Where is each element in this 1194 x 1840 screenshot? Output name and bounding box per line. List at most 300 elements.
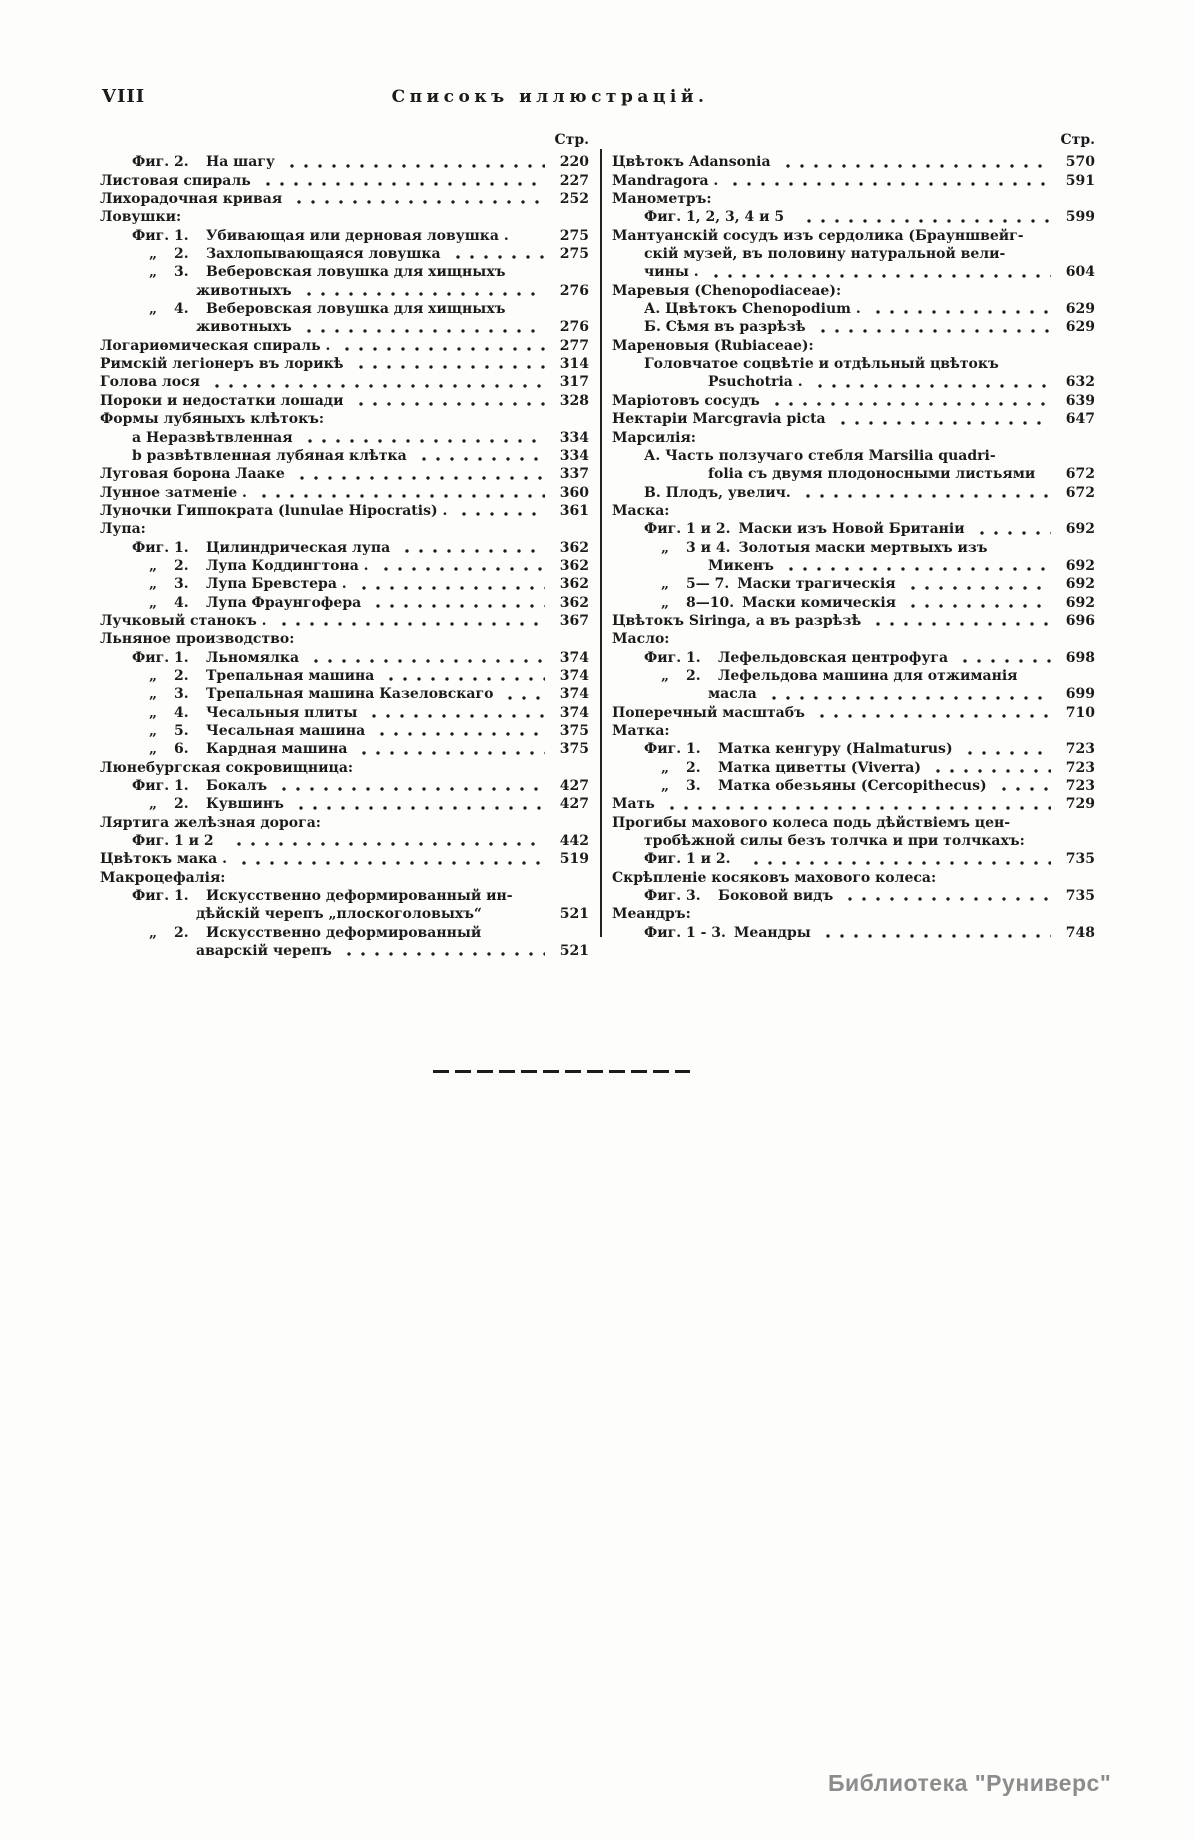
- leader-dots: [663, 806, 1051, 810]
- library-watermark: Библиотека "Руниверс": [828, 1770, 1112, 1796]
- leader-dots: [398, 549, 545, 553]
- page-number: 710: [1065, 704, 1095, 721]
- leader-dots: [449, 255, 545, 259]
- toc-entry: [612, 557, 1095, 575]
- toc-entry: [100, 429, 589, 447]
- leader-dots: [300, 292, 545, 296]
- leader-dots: [355, 751, 545, 755]
- leader-dots: [455, 512, 545, 516]
- figure-number: 1 - 3.: [686, 924, 726, 941]
- toc-entry: [612, 850, 1095, 868]
- page-number: 723: [1065, 759, 1095, 776]
- page-number: 375: [559, 723, 589, 739]
- entry-text: Маски трагическія: [737, 576, 896, 593]
- figure-number: 2.: [174, 924, 189, 941]
- toc-entry: [612, 924, 1095, 942]
- entry-mark: Фиг.: [644, 851, 682, 868]
- toc-entry: [612, 649, 1095, 667]
- toc-entry: [100, 667, 589, 685]
- figure-number: 2.: [686, 759, 701, 776]
- entry-mark: Фиг.: [644, 924, 682, 941]
- entry-text: А. Цвѣтокъ Chenopodium .: [644, 301, 861, 318]
- entry-mark: Фиг.: [132, 227, 170, 244]
- toc-entry: [100, 465, 589, 483]
- leader-dots: [814, 329, 1051, 333]
- entry-text: Трепальная машина Казеловскаго: [206, 686, 494, 703]
- toc-entry: [100, 887, 589, 905]
- page-number: 692: [1065, 521, 1095, 538]
- figure-number: 4.: [174, 594, 189, 611]
- figure-number: 3.: [174, 576, 189, 593]
- toc-entry: [100, 740, 589, 758]
- page-number: 442: [559, 833, 589, 850]
- leader-dots: [340, 952, 545, 956]
- entry-mark: Фиг.: [132, 154, 170, 171]
- entry-text: Пороки и недостатки лошади: [100, 392, 344, 409]
- page-number: 375: [559, 741, 589, 758]
- page-number: 639: [1065, 392, 1095, 409]
- figure-number: 5— 7.: [686, 576, 730, 593]
- toc-entry: [612, 410, 1095, 428]
- toc-entry: [612, 153, 1095, 171]
- page-number: 374: [559, 686, 589, 703]
- entry-mark: „: [148, 557, 158, 574]
- toc-entry: [612, 429, 1095, 447]
- entry-text: Лучковый станокъ .: [100, 612, 267, 629]
- leader-dots: [293, 476, 545, 480]
- leader-dots: [235, 861, 545, 865]
- figure-number: 1.: [174, 539, 189, 556]
- figure-number: 2.: [174, 667, 189, 684]
- entry-text: Матка обезьяны (Cercopithecus): [718, 778, 987, 795]
- toc-entry: [100, 410, 589, 428]
- entry-mark: „: [660, 594, 670, 611]
- entry-text: Головчатое соцвѣтіе и отдѣльный цвѣтокъ: [644, 356, 999, 373]
- folio-numeral: VIII: [102, 86, 146, 107]
- figure-number: 2.: [686, 667, 701, 684]
- entry-text: Лефельдова машина для отжиманія: [718, 667, 1018, 684]
- page-number: 337: [559, 466, 589, 483]
- toc-entry: [612, 190, 1095, 208]
- toc-entry: [100, 832, 589, 850]
- toc-entry: [612, 245, 1095, 263]
- leader-dots: [841, 897, 1051, 901]
- figure-number: 2.: [174, 154, 189, 171]
- page-number: 519: [559, 851, 589, 868]
- leader-dots: [230, 842, 545, 846]
- page-number: 427: [559, 778, 589, 795]
- entry-text: Цвѣтокъ мака .: [100, 851, 227, 868]
- leader-dots: [747, 861, 1052, 865]
- entries-right: [612, 153, 1095, 942]
- entry-text: Золотыя маски мертвыхъ изъ: [738, 539, 988, 556]
- entry-text: Цилиндрическая лупа: [206, 539, 391, 556]
- toc-entry: [100, 447, 589, 465]
- entry-text: Маревыя (Chenopodiaceae):: [612, 282, 842, 299]
- entry-text: Маски изъ Новой Британіи: [738, 521, 965, 538]
- toc-entry: [612, 777, 1095, 795]
- toc-entry: [100, 502, 589, 520]
- entries-left: [100, 153, 589, 960]
- entry-mark: Фиг.: [132, 649, 170, 666]
- entry-text: Маски комическія: [742, 594, 897, 611]
- toc-entry: [612, 392, 1095, 410]
- toc-entry: [100, 282, 589, 300]
- toc-entry: [612, 869, 1095, 887]
- toc-entry: [100, 795, 589, 813]
- entry-text: Psuchotria .: [708, 374, 803, 391]
- entry-text: Веберовская ловушка для хищныхъ: [206, 301, 506, 318]
- entry-text: b развѣтвленная лубяная клѣтка: [132, 447, 407, 464]
- figure-number: 1.: [686, 741, 701, 758]
- toc-entry: [612, 172, 1095, 190]
- page-number: 521: [559, 943, 589, 960]
- leader-dots: [373, 732, 545, 736]
- figure-number: 3.: [686, 888, 701, 905]
- toc-entry: [612, 832, 1095, 850]
- toc-entry: [612, 575, 1095, 593]
- figure-number: 1.: [174, 778, 189, 795]
- toc-entry: [612, 630, 1095, 648]
- page-number: 427: [559, 796, 589, 813]
- entry-text: Искусственно деформированный ин-: [206, 888, 513, 905]
- page-number: 629: [1065, 301, 1095, 318]
- toc-entry: [100, 520, 589, 538]
- toc-entry: [100, 905, 589, 923]
- page-number: 361: [559, 502, 589, 519]
- toc-entry: [100, 759, 589, 777]
- page-number: 692: [1065, 594, 1095, 611]
- toc-entry: [612, 337, 1095, 355]
- entry-mark: Фиг.: [132, 888, 170, 905]
- entry-text: Луговая борона Лааке: [100, 466, 285, 483]
- leader-dots: [904, 586, 1051, 590]
- entry-mark: Фиг.: [644, 649, 682, 666]
- toc-entry: [100, 392, 589, 410]
- leader-dots: [292, 806, 545, 810]
- column-right: [612, 131, 1095, 942]
- entry-mark: „: [660, 778, 670, 795]
- leader-dots: [834, 421, 1051, 425]
- entry-text: животныхъ: [196, 282, 292, 299]
- page-number: 692: [1065, 576, 1095, 593]
- leader-dots: [956, 659, 1051, 663]
- entry-text: Трепальная машина: [206, 667, 375, 684]
- column-divider-rule: [600, 149, 602, 937]
- toc-entry: [612, 520, 1095, 538]
- toc-entry: [100, 777, 589, 795]
- entry-mark: Фиг.: [644, 209, 682, 226]
- entry-mark: „: [660, 539, 670, 556]
- entry-text: Матка:: [612, 723, 670, 739]
- toc-entry: [100, 722, 589, 740]
- toc-entry: [612, 447, 1095, 465]
- leader-dots: [768, 402, 1051, 406]
- leader-dots: [707, 274, 1051, 278]
- toc-entry: [100, 227, 589, 245]
- toc-entry: [612, 685, 1095, 703]
- page-number: 735: [1065, 888, 1095, 905]
- page-number: 252: [559, 191, 589, 208]
- figure-number: 3.: [686, 778, 701, 795]
- entry-text: Бокалъ: [206, 778, 268, 795]
- page-number: 362: [559, 594, 589, 611]
- figure-number: 1 и 2: [174, 833, 214, 850]
- entry-text: Лупа Коддингтона .: [206, 557, 369, 574]
- entry-mark: „: [660, 576, 670, 593]
- entry-text: Формы лубяныхъ клѣтокъ:: [100, 411, 325, 428]
- figure-number: 1.: [686, 649, 701, 666]
- page-number: 672: [1065, 484, 1095, 501]
- page-number: 276: [559, 282, 589, 299]
- entry-mark: „: [148, 301, 158, 318]
- entry-text: А. Часть ползучаго стебля Marsilia quadri-: [644, 447, 996, 464]
- figure-number: 3.: [174, 264, 189, 281]
- entry-text: Боковой видъ: [718, 888, 834, 905]
- entry-text: животныхъ: [196, 319, 292, 336]
- toc-entry: [100, 172, 589, 190]
- leader-dots: [275, 622, 545, 626]
- entry-mark: „: [148, 723, 158, 739]
- leader-dots: [283, 164, 545, 168]
- entry-text: Лунное затменіе .: [100, 484, 247, 501]
- leader-dots: [259, 182, 545, 186]
- page-number: 629: [1065, 319, 1095, 336]
- leader-dots: [782, 567, 1051, 571]
- entry-mark: „: [148, 686, 158, 703]
- page-number: 570: [1065, 154, 1095, 171]
- leader-dots: [275, 787, 545, 791]
- entry-text: Мать: [612, 796, 655, 813]
- toc-entry: [100, 612, 589, 630]
- toc-entry: [612, 318, 1095, 336]
- entry-text: Голова лося: [100, 374, 200, 391]
- entry-mark: Фиг.: [132, 778, 170, 795]
- page-number: 374: [559, 667, 589, 684]
- entry-text: Лупа Бревстера .: [206, 576, 347, 593]
- page-number: 604: [1065, 264, 1095, 281]
- entry-mark: „: [148, 741, 158, 758]
- toc-entry: [612, 502, 1095, 520]
- leader-dots: [365, 714, 545, 718]
- page-number: 275: [559, 246, 589, 263]
- entry-text: Mandragora .: [612, 172, 719, 189]
- entry-text: Нектаріи Marcgravia picta: [612, 411, 826, 428]
- toc-entry: [100, 814, 589, 832]
- toc-entry: [100, 649, 589, 667]
- entry-mark: Фиг.: [132, 833, 170, 850]
- entry-text: Ловушки:: [100, 209, 182, 226]
- page-number: 360: [559, 484, 589, 501]
- entry-text: В. Плодъ, увелич.: [644, 484, 791, 501]
- toc-entry: [100, 539, 589, 557]
- page-number: 314: [559, 356, 589, 373]
- toc-entry: [612, 282, 1095, 300]
- entry-text: Поперечный масштабъ: [612, 704, 805, 721]
- page-number: 599: [1065, 209, 1095, 226]
- leader-dots: [501, 696, 545, 700]
- entry-text: масла: [708, 686, 757, 703]
- entry-text: скій музей, въ половину натуральной вели-: [644, 246, 1006, 263]
- page-number: 275: [559, 227, 589, 244]
- leader-dots: [369, 604, 545, 608]
- figure-number: 3 и 4.: [686, 539, 731, 556]
- page-number: 698: [1065, 649, 1095, 666]
- entry-mark: Фиг.: [644, 888, 682, 905]
- entry-text: Макроцефалія:: [100, 869, 226, 886]
- leader-dots: [813, 714, 1051, 718]
- toc-entry: [100, 594, 589, 612]
- leader-dots: [352, 365, 545, 369]
- entry-text: Маска:: [612, 502, 670, 519]
- entry-text: Ляртига желѣзная дорога:: [100, 814, 321, 831]
- page-number: 591: [1065, 172, 1095, 189]
- page-number: 748: [1065, 924, 1095, 941]
- page-number: 362: [559, 557, 589, 574]
- toc-entry: [100, 869, 589, 887]
- toc-entry: [100, 355, 589, 373]
- toc-entry: [100, 557, 589, 575]
- toc-entry: [612, 740, 1095, 758]
- section-separator-rule: [433, 1070, 690, 1073]
- figure-number: 2.: [174, 796, 189, 813]
- page-number: 729: [1065, 796, 1095, 813]
- figure-number: 2.: [174, 557, 189, 574]
- figure-number: 4.: [174, 301, 189, 318]
- toc-entry: [100, 484, 589, 502]
- page-number: 374: [559, 649, 589, 666]
- toc-entry: [612, 887, 1095, 905]
- leader-dots: [800, 219, 1051, 223]
- toc-entry: [100, 300, 589, 318]
- entry-text: Кардная машина: [206, 741, 348, 758]
- entry-text: Лефельдовская центрофуга: [718, 649, 949, 666]
- page-number: 521: [559, 906, 589, 923]
- toc-entry: [612, 814, 1095, 832]
- toc-entry: [100, 942, 589, 960]
- page-number: 692: [1065, 557, 1095, 574]
- page-number: 672: [1065, 466, 1095, 483]
- entry-text: Скрѣпленіе косяковъ махового колеса:: [612, 869, 937, 886]
- leader-dots: [961, 751, 1051, 755]
- figure-number: 1.: [174, 888, 189, 905]
- entry-text: Меандръ:: [612, 906, 691, 923]
- leader-dots: [352, 402, 546, 406]
- entry-text: тробѣжной силы безъ толчка и при толчкахъ:: [644, 833, 1025, 850]
- leader-dots: [779, 164, 1051, 168]
- figure-number: 1.: [174, 649, 189, 666]
- leader-dots: [869, 310, 1051, 314]
- leader-dots: [973, 531, 1051, 535]
- toc-entry: [100, 208, 589, 226]
- entry-mark: „: [148, 264, 158, 281]
- page-number: 220: [559, 154, 589, 171]
- entry-mark: „: [148, 667, 158, 684]
- entry-mark: „: [148, 594, 158, 611]
- toc-entry: [612, 594, 1095, 612]
- figure-number: 1 и 2.: [686, 851, 731, 868]
- entry-mark: „: [148, 576, 158, 593]
- toc-entry: [612, 704, 1095, 722]
- entry-text: a Неразвѣтвленная: [132, 429, 293, 446]
- toc-entry: [612, 227, 1095, 245]
- entry-text: folia съ двумя плодоносными листьями: [708, 466, 1036, 483]
- toc-entry: [100, 630, 589, 648]
- entry-text: Цвѣтокъ Adansonia: [612, 154, 771, 171]
- entry-text: Веберовская ловушка для хищныхъ: [206, 264, 506, 281]
- page-number: 632: [1065, 374, 1095, 391]
- entry-text: Льняное производство:: [100, 631, 295, 648]
- toc-entry: [612, 355, 1095, 373]
- entry-text: дѣйскій черепъ „плоскоголовыхъ“: [196, 906, 482, 923]
- page-number: 723: [1065, 778, 1095, 795]
- toc-entry: [612, 795, 1095, 813]
- toc-entry: [100, 924, 589, 942]
- entry-text: Матка циветты (Viverra): [718, 759, 921, 776]
- entry-text: Мантуанскій сосудъ изъ сердолика (Брауншвейг-: [612, 227, 1024, 244]
- page-number: 334: [559, 447, 589, 464]
- entry-text: Убивающая или дерновая ловушка .: [206, 227, 509, 244]
- entry-text: Искусственно деформированный: [206, 924, 482, 941]
- toc-entry: [612, 208, 1095, 226]
- figure-number: 2.: [174, 246, 189, 263]
- page-title: Списокъ иллюстрацій.: [391, 87, 709, 107]
- toc-entry: [612, 263, 1095, 281]
- entry-text: Луночки Гиппократа (lunulae Hipocratis) .: [100, 502, 448, 519]
- figure-number: 1 и 2.: [686, 521, 731, 538]
- leader-dots: [811, 384, 1051, 388]
- leader-dots: [869, 622, 1051, 626]
- entry-mark: „: [148, 246, 158, 263]
- toc-entry: [612, 373, 1095, 391]
- toc-entry: [100, 373, 589, 391]
- entry-text: Лихорадочная кривая: [100, 191, 283, 208]
- page-number: 334: [559, 429, 589, 446]
- entry-mark: „: [148, 924, 158, 941]
- leader-dots: [338, 347, 545, 351]
- entry-text: Прогибы махового колеса подь дѣйствіемъ цен-: [612, 814, 1011, 831]
- toc-entry: [100, 337, 589, 355]
- toc-entry: [612, 539, 1095, 557]
- page-number: 735: [1065, 851, 1095, 868]
- page-number: 696: [1065, 612, 1095, 629]
- toc-entry: [612, 300, 1095, 318]
- entry-text: Масло:: [612, 631, 670, 648]
- toc-entry: [100, 850, 589, 868]
- entry-text: Б. Сѣмя въ разрѣзѣ: [644, 319, 806, 336]
- figure-number: 1.: [174, 227, 189, 244]
- page-number: 276: [559, 319, 589, 336]
- toc-entry: [100, 153, 589, 171]
- entry-mark: „: [660, 759, 670, 776]
- toc-entry: [100, 704, 589, 722]
- entry-text: Микенъ: [708, 557, 774, 574]
- page-number: 227: [559, 172, 589, 189]
- entry-mark: „: [660, 667, 670, 684]
- leader-dots: [799, 494, 1051, 498]
- page-number: 647: [1065, 411, 1095, 428]
- entry-text: аварскій черепъ: [196, 943, 332, 960]
- page-number: 699: [1065, 686, 1095, 703]
- toc-entry: [612, 484, 1095, 502]
- entry-text: Матка кенгуру (Halmaturus): [718, 741, 953, 758]
- entry-text: Чесальная машина: [206, 723, 366, 739]
- page-number: 367: [559, 612, 589, 629]
- leader-dots: [300, 329, 545, 333]
- entry-text: Римскій легіонеръ въ лорикѣ: [100, 356, 344, 373]
- leader-dots: [377, 567, 545, 571]
- entry-mark: Фиг.: [132, 539, 170, 556]
